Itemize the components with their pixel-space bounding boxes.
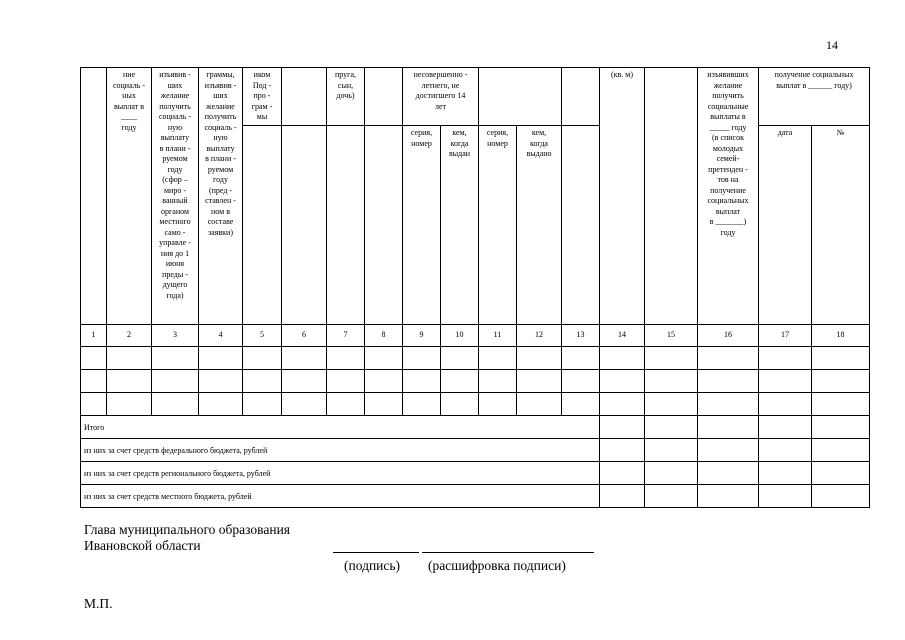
table-cell[interactable] <box>282 393 327 416</box>
table-cell[interactable] <box>759 485 812 508</box>
table-cell[interactable] <box>645 485 698 508</box>
table-row <box>81 393 870 416</box>
regional-budget-row <box>81 462 870 485</box>
table-cell[interactable] <box>645 347 698 370</box>
table-cell[interactable] <box>600 485 645 508</box>
table-cell[interactable] <box>600 347 645 370</box>
table-cell[interactable] <box>479 393 517 416</box>
table-cell[interactable] <box>562 370 600 393</box>
regional-budget-label: из них за счет средств регионального бюджета, рублей <box>81 462 600 485</box>
header-col-7: пруга, сын, дочь) <box>327 68 365 126</box>
header-col-16: изъявивших желание получить социальные выплаты в _____ году (в список молодых семей- претенден - тов на получение социальных выплат в _______) году <box>698 68 759 325</box>
table-cell[interactable] <box>243 393 282 416</box>
table-cell[interactable] <box>81 347 107 370</box>
table-cell[interactable] <box>152 347 199 370</box>
subheader-col-12: кем, когда выдано <box>517 126 562 325</box>
page-number: 14 <box>826 38 838 52</box>
table-cell[interactable] <box>698 462 759 485</box>
column-number: 17 <box>759 325 812 347</box>
header-col-9-10: несовершенно - летнего, не достигшего 14 лет <box>403 68 479 126</box>
table-cell[interactable] <box>152 393 199 416</box>
column-number: 5 <box>243 325 282 347</box>
table-cell[interactable] <box>107 393 152 416</box>
table-cell[interactable] <box>812 347 870 370</box>
table-cell[interactable] <box>479 370 517 393</box>
table-cell[interactable] <box>698 393 759 416</box>
form-table <box>80 67 870 508</box>
column-number: 6 <box>282 325 327 347</box>
subheader-col-17: дата <box>759 126 812 325</box>
header-col-15 <box>645 68 698 325</box>
signature-caption: (подпись) <box>344 558 401 573</box>
subheader-col-6 <box>282 126 327 325</box>
table-cell[interactable] <box>107 370 152 393</box>
table-cell[interactable] <box>759 439 812 462</box>
column-number: 18 <box>812 325 870 347</box>
table-cell[interactable] <box>698 347 759 370</box>
header-col-17-18: получение социальных выплат в ______ году) <box>759 68 870 126</box>
table-cell[interactable] <box>479 347 517 370</box>
table-cell[interactable] <box>199 393 243 416</box>
table-cell[interactable] <box>365 393 403 416</box>
table-cell[interactable] <box>600 370 645 393</box>
table-cell[interactable] <box>327 393 365 416</box>
form-table-wrap <box>80 67 870 508</box>
table-cell[interactable] <box>441 370 479 393</box>
column-number: 13 <box>562 325 600 347</box>
header-col-5: иком Под - про - грам - мы <box>243 68 282 126</box>
signatory-title-line-2: Ивановской области <box>84 538 201 553</box>
column-number: 9 <box>403 325 441 347</box>
header-col-14: (кв. м) <box>600 68 645 325</box>
table-cell[interactable] <box>243 347 282 370</box>
table-cell[interactable] <box>600 462 645 485</box>
table-cell[interactable] <box>645 393 698 416</box>
table-row <box>81 370 870 393</box>
table-cell[interactable] <box>517 370 562 393</box>
table-cell[interactable] <box>645 462 698 485</box>
table-cell[interactable] <box>403 393 441 416</box>
column-number: 3 <box>152 325 199 347</box>
table-row <box>81 347 870 370</box>
subheader-col-9: серия, номер <box>403 126 441 325</box>
table-cell[interactable] <box>698 416 759 439</box>
table-cell[interactable] <box>645 416 698 439</box>
header-col-4: граммы, изъявив - ших желание получить социаль - ную выплату в плани - руемом году (пред - ставлен - ном в составе заявки) <box>199 68 243 325</box>
table-cell[interactable] <box>81 370 107 393</box>
table-cell[interactable] <box>152 370 199 393</box>
column-number: 8 <box>365 325 403 347</box>
header-col-3: изъявив - ших желание получить социаль - ную выплату в плани - руемом году (сфор – миро - ванный органом местного само - управле - ния до 1 июня преды - дущего года) <box>152 68 199 325</box>
total-label: Итого <box>81 416 600 439</box>
column-number: 2 <box>107 325 152 347</box>
table-cell[interactable] <box>600 416 645 439</box>
table-cell[interactable] <box>199 370 243 393</box>
table-cell[interactable] <box>403 347 441 370</box>
table-cell[interactable] <box>600 393 645 416</box>
column-number: 14 <box>600 325 645 347</box>
table-cell[interactable] <box>365 347 403 370</box>
federal-budget-row <box>81 439 870 462</box>
table-cell[interactable] <box>645 439 698 462</box>
table-cell[interactable] <box>759 393 812 416</box>
column-number: 16 <box>698 325 759 347</box>
header-col-1 <box>81 68 107 325</box>
signature-line <box>333 552 419 553</box>
table-cell[interactable] <box>812 462 870 485</box>
column-number: 4 <box>199 325 243 347</box>
federal-budget-label: из них за счет средств федерального бюджета, рублей <box>81 439 600 462</box>
table-cell[interactable] <box>698 370 759 393</box>
seal-place-label: М.П. <box>84 596 113 611</box>
subheader-col-5 <box>243 126 282 325</box>
table-cell[interactable] <box>812 485 870 508</box>
table-cell[interactable] <box>282 370 327 393</box>
header-col-8 <box>365 68 403 126</box>
subheader-col-8 <box>365 126 403 325</box>
table-cell[interactable] <box>441 393 479 416</box>
table-cell[interactable] <box>812 393 870 416</box>
signature-decoding-line <box>422 552 594 553</box>
table-cell[interactable] <box>645 370 698 393</box>
subheader-col-18: № <box>812 126 870 325</box>
table-cell[interactable] <box>441 347 479 370</box>
local-budget-label: из них за счет средств местного бюджета, рублей <box>81 485 600 508</box>
header-col-6 <box>282 68 327 126</box>
column-number: 7 <box>327 325 365 347</box>
table-cell[interactable] <box>759 370 812 393</box>
column-number: 10 <box>441 325 479 347</box>
header-col-11-12 <box>479 68 562 126</box>
table-cell[interactable] <box>81 393 107 416</box>
table-cell[interactable] <box>812 439 870 462</box>
table-cell[interactable] <box>107 347 152 370</box>
column-number: 12 <box>517 325 562 347</box>
subheader-col-11: серия, номер <box>479 126 517 325</box>
table-cell[interactable] <box>327 370 365 393</box>
table-cell[interactable] <box>562 393 600 416</box>
table-cell[interactable] <box>759 347 812 370</box>
table-cell[interactable] <box>812 370 870 393</box>
table-cell[interactable] <box>698 485 759 508</box>
column-number: 1 <box>81 325 107 347</box>
header-col-2: ние социаль - ных выплат в ____ году <box>107 68 152 325</box>
signature-decoding-caption: (расшифровка подписи) <box>428 558 566 573</box>
header-col-13 <box>562 68 600 126</box>
column-number: 15 <box>645 325 698 347</box>
table-cell[interactable] <box>517 347 562 370</box>
table-cell[interactable] <box>812 416 870 439</box>
table-cell[interactable] <box>562 347 600 370</box>
table-cell[interactable] <box>365 370 403 393</box>
signatory-title-line-1: Глава муниципального образования <box>84 522 291 537</box>
table-cell[interactable] <box>517 393 562 416</box>
local-budget-row <box>81 485 870 508</box>
total-row <box>81 416 870 439</box>
subheader-col-13 <box>562 126 600 325</box>
table-cell[interactable] <box>600 439 645 462</box>
column-number: 11 <box>479 325 517 347</box>
column-numbers-row <box>81 325 870 347</box>
table-cell[interactable] <box>403 370 441 393</box>
table-cell[interactable] <box>698 439 759 462</box>
table-cell[interactable] <box>199 347 243 370</box>
table-cell[interactable] <box>327 347 365 370</box>
table-cell[interactable] <box>759 416 812 439</box>
subheader-col-10: кем, когда выдан <box>441 126 479 325</box>
table-cell[interactable] <box>759 462 812 485</box>
subheader-col-7 <box>327 126 365 325</box>
table-cell[interactable] <box>282 347 327 370</box>
table-cell[interactable] <box>243 370 282 393</box>
signature-block <box>84 522 290 554</box>
header-row-1 <box>81 68 870 126</box>
